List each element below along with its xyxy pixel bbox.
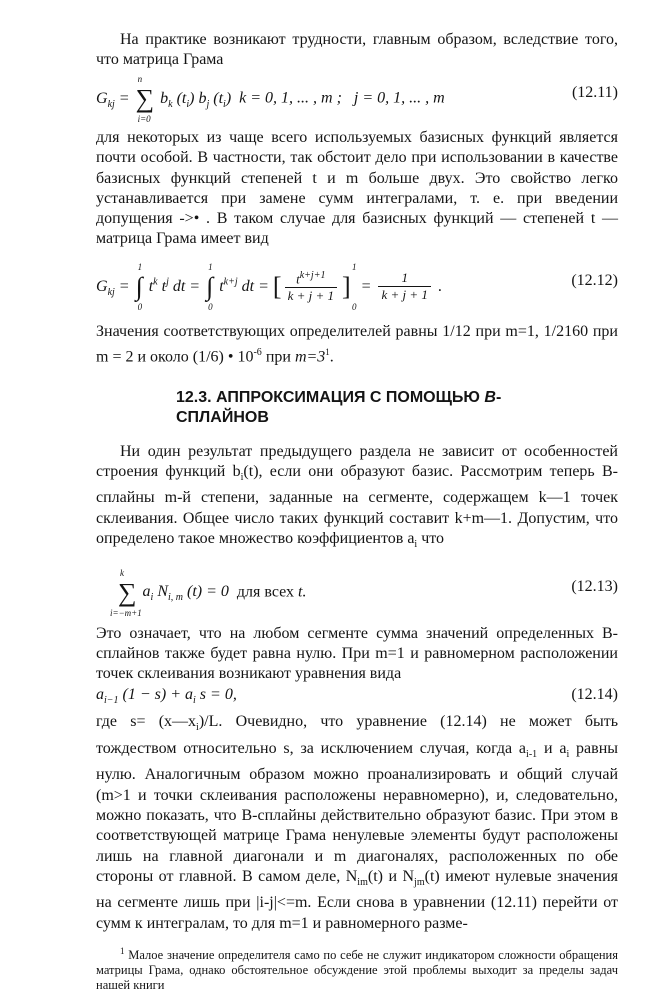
eq2-lhs: $G_{kj}$ = [96,277,130,298]
equation-number: (12.14) [571,686,618,704]
equation-12-13 [96,566,618,620]
integral-sign-1: ∫ 1 0 [135,261,143,312]
equation-number: (12.11) [571,84,618,101]
eq3-t: t. [298,583,307,601]
paragraph-3: Значения соответствующих определителей равны 1/12 при m=1, 1/2160 при m = 2 и около (1/6) • $10^{-6}$ при m=3$^1$. [96,322,618,366]
bracket-open: [ [272,271,282,301]
equation-number: (12.12) [571,271,618,289]
footnote-ref: 1 [325,347,330,358]
paragraph-6: где $s= (x—x_i)/L$. Очевидно, что уравнение (12.14) не может быть тождеством относительно s, за исключением случая, когда $a_{i-1}$ и $a_i$ равны нулю. Аналогичным образом можно проанализировать и общий случай (m>1 и точки склеивания расположены неравномерно), и, следовательно, можно показать, что В-сплайны действительно образуют базис. При этом в соответствующей матрице Грама ненулевые элементы будут расположены лишь на главной диагонали и m диагоналях, расположенных по обе стороны от главной. В самом деле, $N_{im}(t)$ и $N_{jm}(t)$ имеют нулевые значения на сегменте лишь при |i-j|<=m. Если снова в уравнении (12.11) перейти от сумм к интегралам, то для m=1 и равномерного разме- [96,713,619,932]
paragraph-5: Это означает, что на любом сегменте сумма значений определенных В-сплайнов также будет равна нулю. При m=1 и равномерном расположении точек склеивания возникают уравнения вида [96,624,618,683]
eq2-int2-body: $t^{k+j}$ dt = [219,276,269,295]
bracket-close: ] 1 0 [342,261,357,312]
eq1-body: $b_k$ $(t_i)$ $b_j$ $(t_i)$ [160,89,232,110]
eq2-period: . [437,277,442,295]
eq1-lhs: $G_{kj}$ = [96,89,130,110]
sum-sign: ∑ k i=−m+1 [110,567,142,618]
eq3-words: для всех [236,583,295,601]
paragraph-4: Ни один результат предыдущего раздела не зависит от особенностей строения функций $b_i(t)$, если они образуют базис. Рассмотрим теперь В-сплайны m-й степени, заданные на сегменте, содержащем k—1 точек склеивания. Общее число таких функций составит k+m—1. Допустим, что определено такое множество коэффициентов $a_i$ что [96,442,619,551]
footnote: $^1$ Малое значение определителя само по себе не служит индикатором сложности обращения матрицы Грама, однако обстоятельное обсуждение этой проблемы выходит за пределы задач нашей книги [96,945,618,993]
integral-sign-2: ∫ 1 0 [206,261,214,312]
page-content [96,30,618,993]
equation-12-14: $a_{i-1}$ $(1 - s) + a_i$ s = 0, (12.14) [96,686,618,707]
eq2-equals: = [360,277,372,295]
section-title: 12.3. АППРОКСИМАЦИЯ С ПОМОЩЬЮ В- СПЛАЙНОВ [176,388,502,426]
eq2-fraction-1: $\frac{t^{k+j+1}}{k + j + 1}$ [285,270,337,304]
equation-12-11 [96,76,618,124]
eq1-k-range: k = 0, 1, ... , m ; [239,89,342,107]
sum-sign: ∑ n i=0 [135,74,155,124]
equation-number: (12.13) [571,577,618,595]
paragraph-1: На практике возникают трудности, главным образом, вследствие того, что матрица Грама [96,31,618,69]
eq3-body: $a_i$ $N_{i, m}$ (t) = 0 [142,583,229,604]
eq2-int1-body: $t^k$ $t^j$ dt = [148,276,201,295]
footnote-mark: 1 [120,945,125,956]
paragraph-2: для некоторых из чаще всего используемых базисных функций является почти особой. В частности, так обстоит дело при использовании в качестве базисных функций степеней t и m больше двух. Это свойство легко устанавливается при замене сумм интегралами, т. е. при введении допущения ->• . В таком случае для базисных функций — степеней t — матрица Грама имеет вид [96,129,618,248]
eq2-fraction-2: $\frac{1}{k + j + 1}$ [378,270,430,303]
eq1-j-range: j = 0, 1, ... , m [353,89,445,107]
equation-12-12 [96,258,618,314]
